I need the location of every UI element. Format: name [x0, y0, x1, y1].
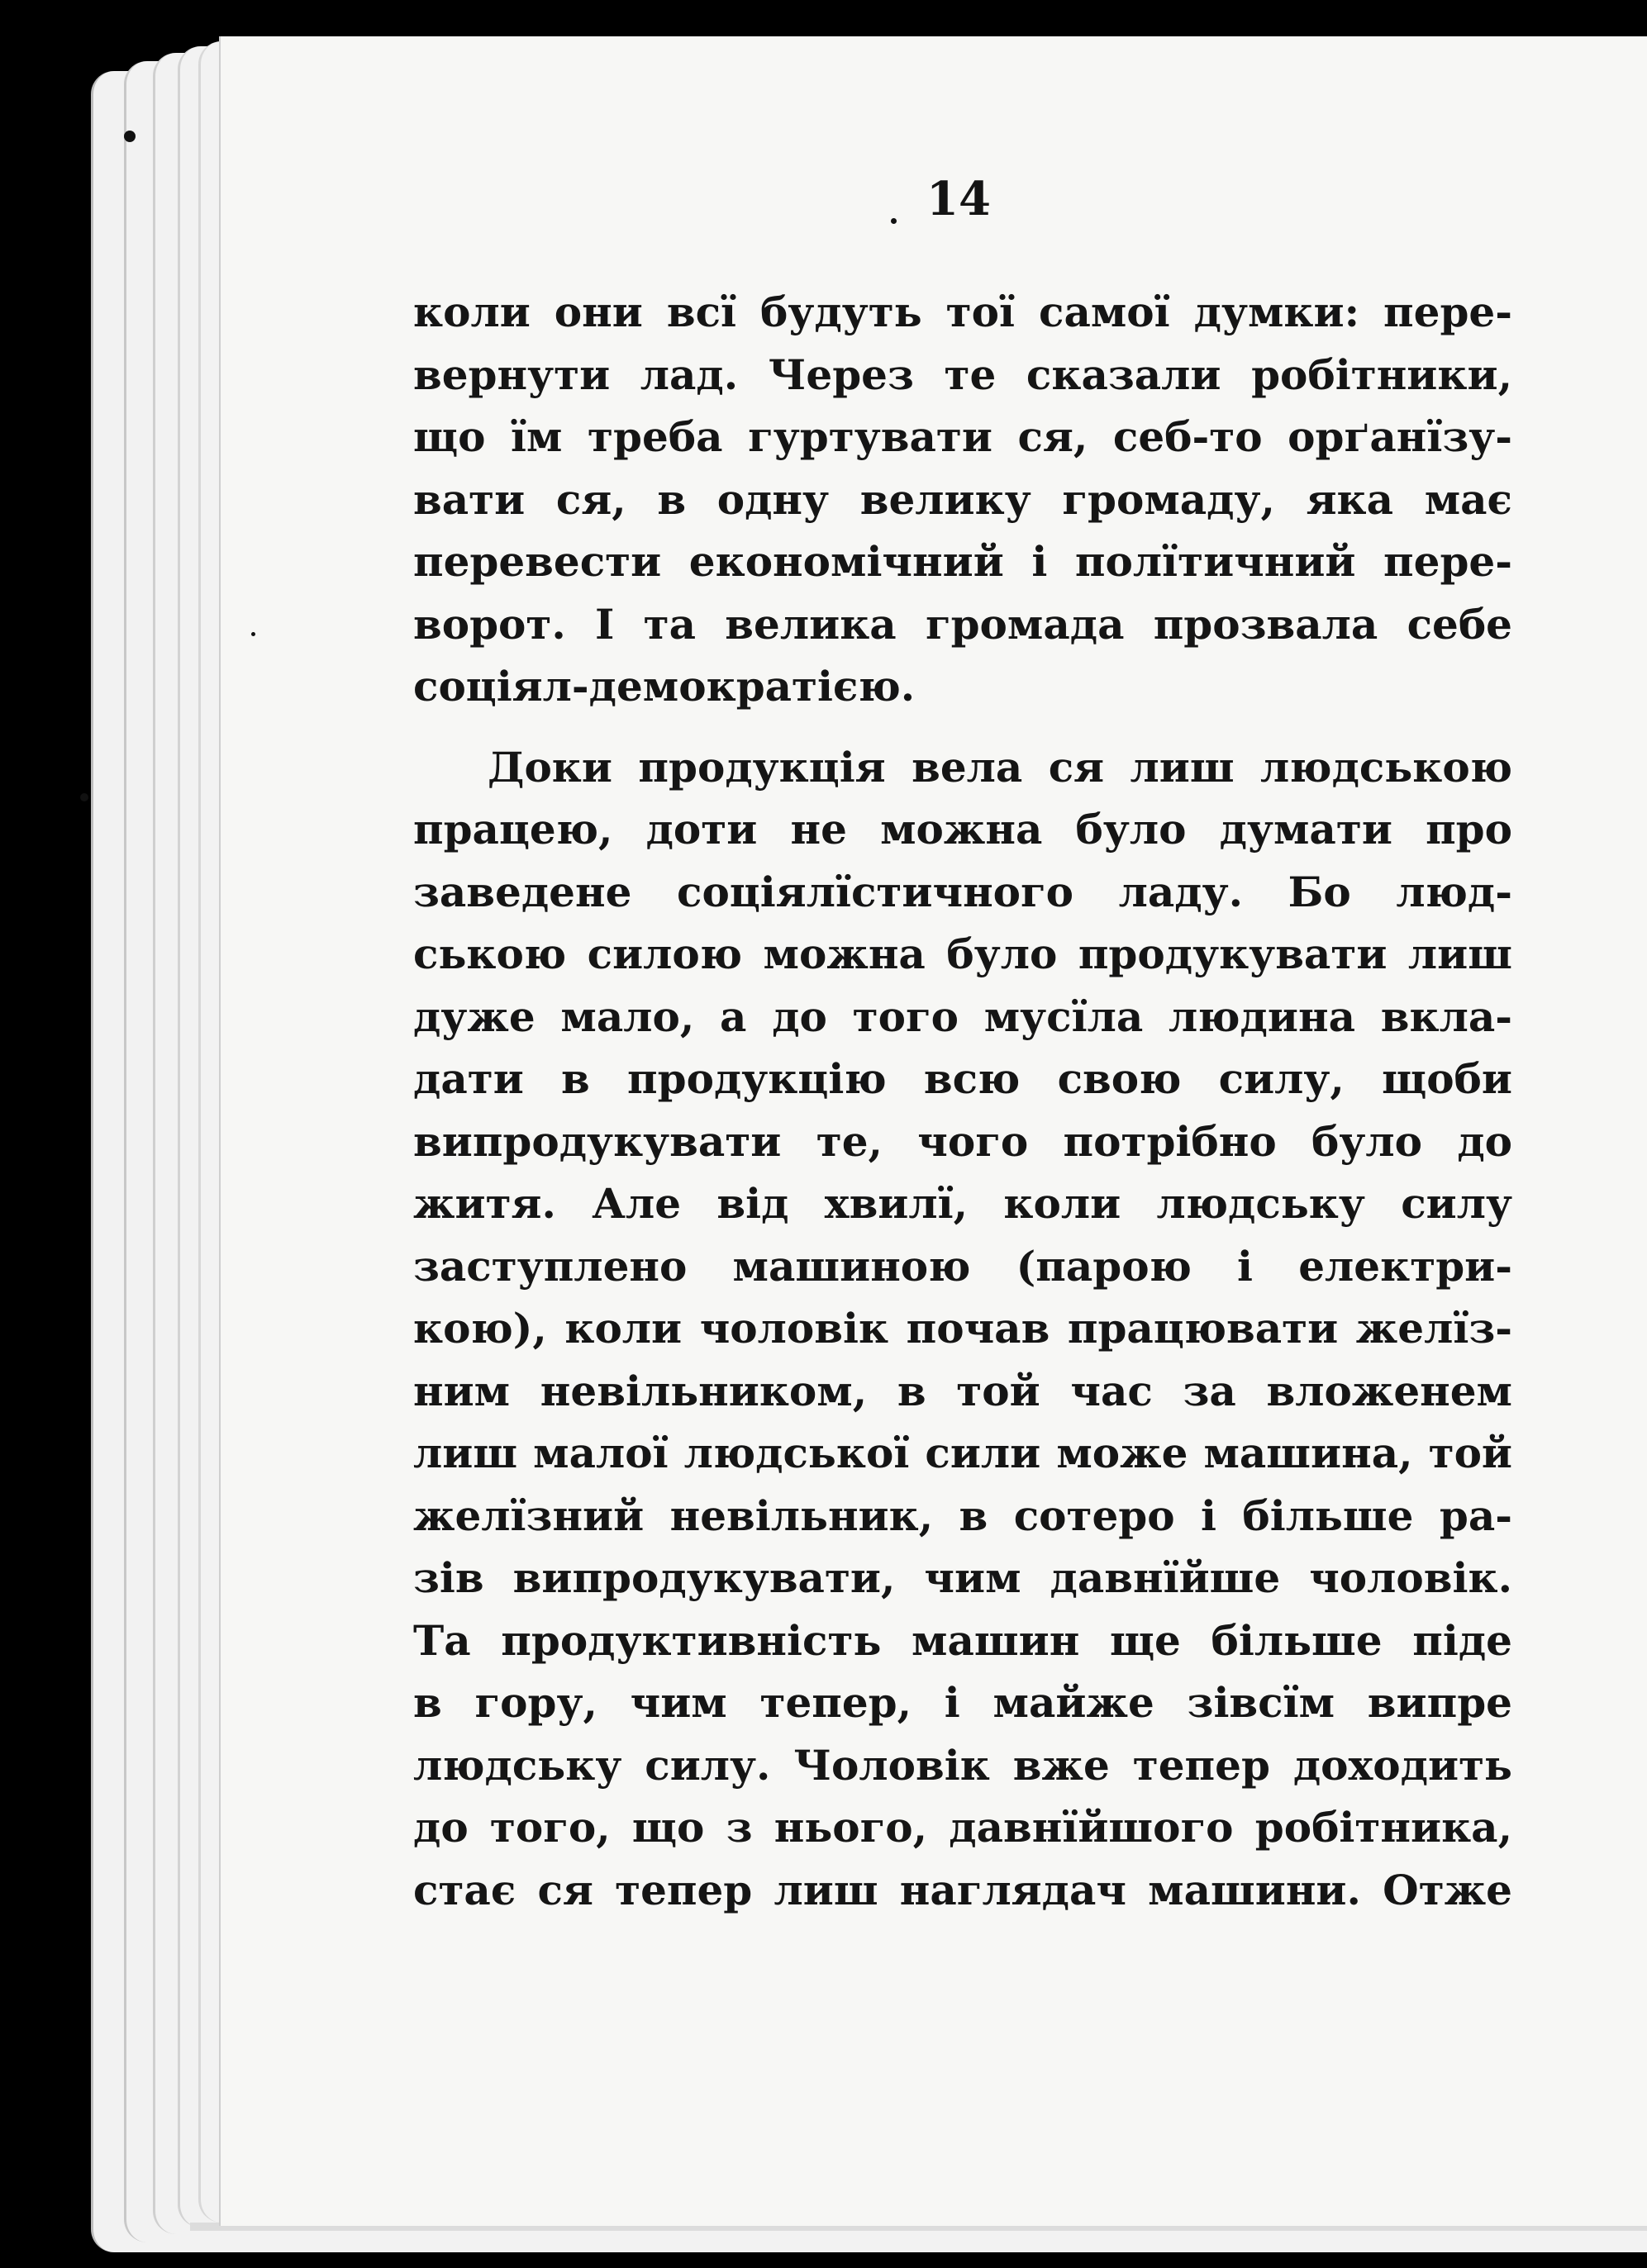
text-line: стає ся тепер лиш наглядач машини. Отже: [413, 1865, 1512, 1914]
paragraph: [413, 281, 1512, 718]
text-line: до того, що з нього, давнїйшого робітника,: [413, 1803, 1512, 1852]
paragraph: [413, 736, 1512, 1922]
text-line: заступлено машиною (парою і електри-: [413, 1241, 1512, 1291]
text-line: ворот. І та велика громада прозвала себе: [413, 599, 1512, 649]
text-line: ською силою можна було продукувати лиш: [413, 930, 1512, 978]
page-number: 14: [926, 172, 991, 226]
text-line: випродукувати те, чого потрібно було до: [413, 1116, 1512, 1166]
text-line: заведене соціялїстичного ладу. Бо люд-: [413, 867, 1512, 916]
ink-speck: [124, 131, 136, 142]
text-line: лиш малої людської сили може машина, той: [413, 1429, 1512, 1477]
text-line: желїзний невільник, в сотеро і більше ра-: [413, 1491, 1512, 1540]
text-line: що їм треба гуртувати ся, себ-то орґанїзу-: [413, 412, 1512, 461]
text-line: соціял-демократією.: [413, 662, 916, 711]
ink-speck: [251, 632, 255, 636]
ink-speck: [891, 218, 897, 224]
text-line: працею, доти не можна було думати про: [413, 805, 1512, 853]
text-line: ним невільником, в той час за вложенем: [413, 1366, 1512, 1415]
text-line: вернути лад. Через те сказали робітники,: [413, 349, 1512, 399]
text-line: в гору, чим тепер, і майже зівсїм випре: [413, 1678, 1512, 1727]
text-line: дуже мало, а до того мусїла людина вкла-: [413, 991, 1512, 1041]
ink-speck: [80, 793, 88, 801]
text-line: вати ся, в одну велику громаду, яка має: [413, 474, 1512, 524]
page-body: [413, 281, 1512, 1921]
text-line: Та продуктивність машин ще більше піде: [413, 1615, 1512, 1665]
text-line: Доки продукція вела ся лиш людською: [488, 742, 1512, 792]
text-line: житя. Але від хвилї, коли людську силу: [413, 1179, 1512, 1228]
text-line: людську силу. Чоловік вже тепер доходить: [413, 1740, 1512, 1790]
text-line: зів випродукувати, чим давнїйше чоловік.: [413, 1553, 1512, 1602]
text-line: кою), коли чоловік почав працювати желїз-: [413, 1304, 1512, 1353]
text-line: перевести економічний і полїтичний пере-: [413, 537, 1512, 586]
text-line: коли они всї будуть тої самої думки: пере-: [413, 288, 1512, 336]
text-line: дати в продукцію всю свою силу, щоби: [413, 1054, 1512, 1103]
